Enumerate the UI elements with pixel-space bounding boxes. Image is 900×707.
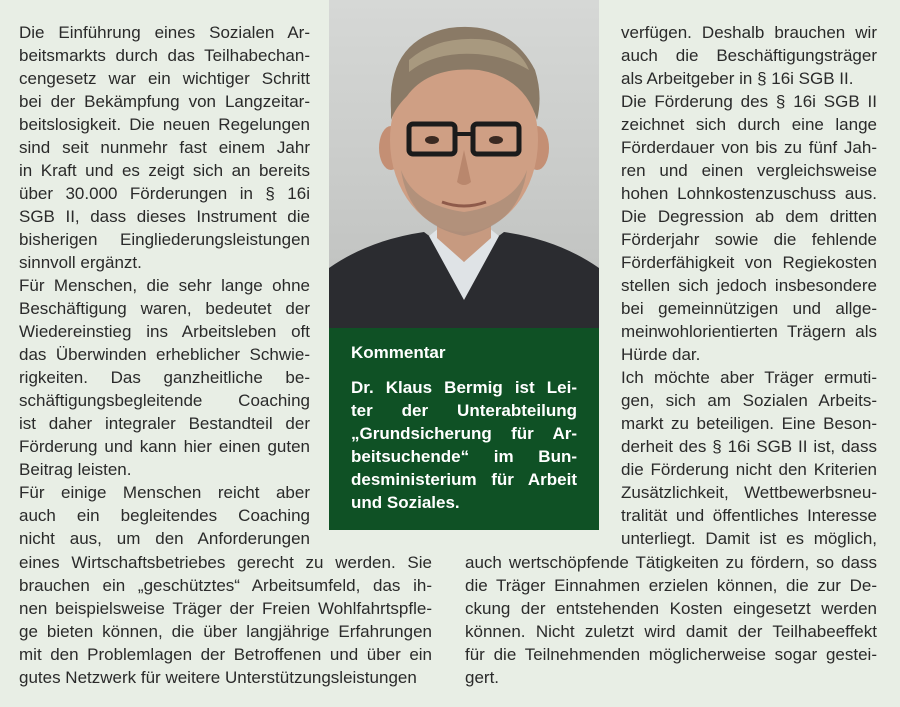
text-line: für die Teilnehmenden möglicherweise sogar gestei- [465,645,877,664]
text-line: Förderfähigkeit von Regiekosten [621,253,877,272]
text-line: Beitrag leisten. [19,460,132,479]
text-line: derheit des § 16i SGB II ist, dass [621,437,877,456]
text-line: gutes Netzwerk für weitere Unterstützungsleistungen [19,668,417,687]
text-line: nen beispielsweise Träger der Freien Wohlfahrtspfle- [19,599,432,618]
comment-line: desministerium für Arbeit [351,470,577,489]
text-line: in Kraft und es zeigt sich an bereits [19,161,310,180]
text-line: meinwohlorientierten Trägern als [621,322,877,341]
text-line: Beschäftigung waren, bedeutet der [19,299,310,318]
text-line: können. Nicht zuletzt wird damit der Teilhabeeffekt [465,622,877,641]
text-line: tralität und öffentliches Interesse [621,506,877,525]
text-line: rigkeiten. Das ganzheitliche be- [19,368,310,387]
text-line: cengesetz war ein wichtiger Schritt [19,69,310,88]
author-portrait-photo [329,0,599,328]
text-line: ist daher integraler Bestandteil der [19,414,310,433]
text-line: Förderung und kann hier einen guten [19,437,310,456]
text-line: Die Degression ab dem dritten [621,207,877,226]
text-line: bisherigen Eingliederungsleistungen [19,230,310,249]
text-line: Wiedereinstieg ins Arbeitsleben oft [19,322,310,341]
text-line: Für Menschen, die sehr lange ohne [19,276,310,295]
text-line: bei der Bekämpfung von Langzeitar- [19,92,310,111]
text-line: Die Einführung eines Sozialen Ar- [19,23,310,42]
text-line: Hürde dar. [621,345,701,364]
text-line: zeichnet sich durch eine lange [621,115,877,134]
text-line: das Überwinden erheblicher Schwie- [19,345,310,364]
comment-line: beitsuchende“ im Bun- [351,447,577,466]
text-line: über 30.000 Förderungen in § 16i [19,184,310,203]
comment-box [329,328,599,530]
text-line: Ich möchte aber Träger ermuti- [621,368,877,387]
text-line: unterliegt. Damit ist es möglich, [621,529,877,548]
text-line: markt zu beteiligen. Eine Beson- [621,414,877,433]
text-line: auch wertschöpfende Tätigkeiten zu fördern, so dass [465,553,877,572]
text-line: sind seit nunmehr fast einem Jahr [19,138,310,157]
text-line: SGB II, dass dieses Instrument die [19,207,310,226]
text-line: als Arbeitgeber in § 16i SGB II. [621,69,854,88]
text-line: Die Förderung des § 16i SGB II [621,92,877,111]
comment-line: und Soziales. [351,493,460,512]
comment-line: Dr. Klaus Bermig ist Lei- [351,378,577,397]
text-line: hohen Lohnkostenzuschuss aus. [621,184,877,203]
comment-author-bio [351,376,577,514]
text-line: stellen sich jedoch insbesondere [621,276,877,295]
text-line: Für einige Menschen reicht aber [19,483,310,502]
comment-line: ter der Unterabteilung [351,401,577,420]
text-line: bei gemeinnützigen und allge- [621,299,877,318]
portrait-illustration [329,0,599,328]
comment-label: Kommentar [351,343,446,362]
text-line: ckung der entstehenden Kosten eingesetzt werden [465,599,877,618]
text-line: auch ein begleitendes Coaching [19,506,310,525]
text-line: brauchen ein „geschütztes“ Arbeitsumfeld, das ih- [19,576,432,595]
text-line: gert. [465,668,500,687]
text-line: eines Wirtschaftsbetriebes gerecht zu werden. Sie [19,553,432,572]
text-line: schäftigungsbegleitende Coaching [19,391,310,410]
text-line: verfügen. Deshalb brauchen wir [621,23,877,42]
text-line: Förderjahr sowie die fehlende [621,230,877,249]
text-line: ge bieten können, die über langjährige Erfahrungen [19,622,432,641]
text-line: nicht aus, um den Anforderungen [19,529,310,548]
text-line: beitsmarkts durch das Teilhabechan- [19,46,310,65]
text-line: sinnvoll ergänzt. [19,253,142,272]
text-line: mit den Problemlagen der Betroffenen und über ein [19,645,432,664]
comment-line: „Grundsicherung für Ar- [351,424,577,443]
text-line: gen, sich am Sozialen Arbeits- [621,391,877,410]
text-line: Zusätzlichkeit, Wettbewerbsneu- [621,483,877,502]
text-line: Förderdauer von bis zu fünf Jah- [621,138,877,157]
text-line: beitslosigkeit. Die neuen Regelungen [19,115,310,134]
text-line: die Förderung nicht den Kriterien [621,460,877,479]
text-line: die Träger Einnahmen erzielen können, die zur De- [465,576,877,595]
text-line: ren und einen vergleichsweise [621,161,877,180]
text-line: auch die Beschäftigungsträger [621,46,877,65]
